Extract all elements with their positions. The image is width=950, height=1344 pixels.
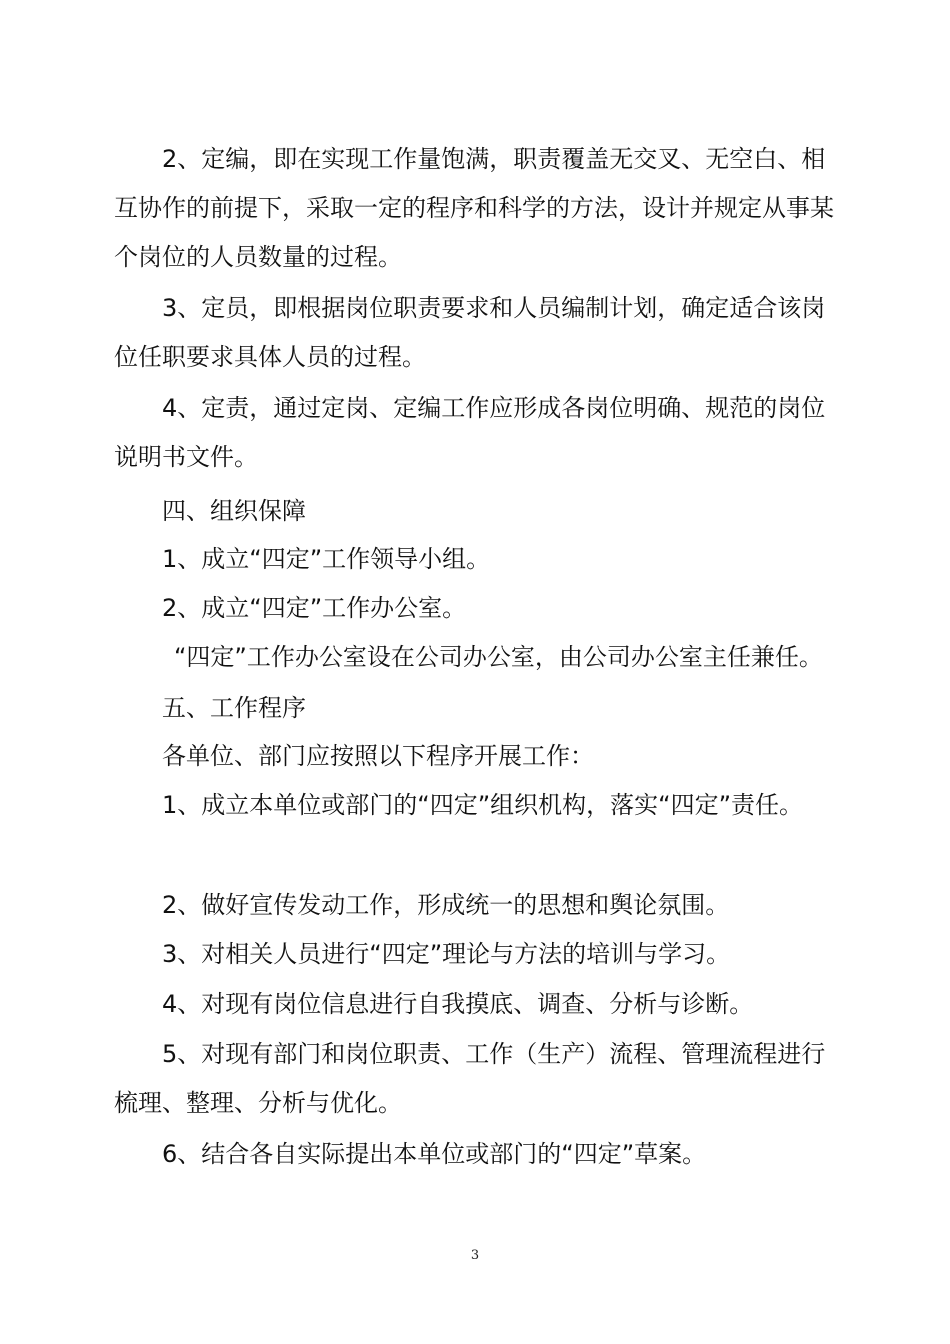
paragraph-step-6: 6、结合各自实际提出本单位或部门的“四定”草案。 bbox=[162, 1140, 707, 1168]
paragraph-dingze: 4、定责，通过定岗、定编工作应形成各岗位明确、规范的岗位说明书文件。 bbox=[114, 394, 826, 471]
paragraph-dingyuan: 3、定员，即根据岗位职责要求和人员编制计划，确定适合该岗位任职要求具体人员的过程。 bbox=[114, 294, 826, 371]
paragraph-step-2: 2、做好宣传发动工作，形成统一的思想和舆论氛围。 bbox=[162, 891, 730, 919]
page-number: 3 bbox=[470, 1248, 480, 1263]
section-heading-organization: 四、组织保障 bbox=[162, 497, 306, 525]
paragraph-procedure-intro: 各单位、部门应按照以下程序开展工作： bbox=[162, 742, 594, 770]
paragraph-step-3: 3、对相关人员进行“四定”理论与方法的培训与学习。 bbox=[162, 940, 731, 968]
paragraph-office-location: “四定”工作办公室设在公司办公室，由公司办公室主任兼任。 bbox=[174, 643, 823, 671]
paragraph-office: 2、成立“四定”工作办公室。 bbox=[162, 594, 467, 622]
section-heading-procedure: 五、工作程序 bbox=[162, 694, 306, 722]
paragraph-step-4: 4、对现有岗位信息进行自我摸底、调查、分析与诊断。 bbox=[162, 990, 754, 1018]
paragraph-step-5: 5、对现有部门和岗位职责、工作（生产）流程、管理流程进行梳理、整理、分析与优化。 bbox=[114, 1040, 826, 1117]
paragraph-leading-group: 1、成立“四定”工作领导小组。 bbox=[162, 545, 491, 573]
paragraph-step-1: 1、成立本单位或部门的“四定”组织机构，落实“四定”责任。 bbox=[162, 791, 804, 819]
paragraph-dingbian: 2、定编，即在实现工作量饱满，职责覆盖无交叉、无空白、相互协作的前提下，采取一定的程序和科学的方法，设计并规定从事某个岗位的人员数量的过程。 bbox=[114, 145, 834, 271]
